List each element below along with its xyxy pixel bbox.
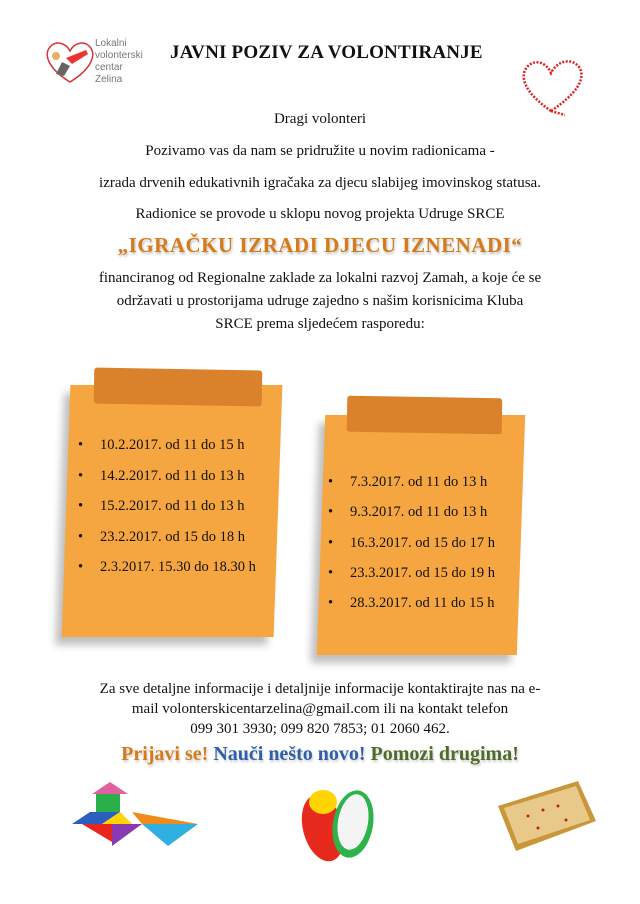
contact-phones: 099 301 3930; 099 820 7853; 01 2060 462. [190, 721, 450, 737]
schedule-item: • 9.3.2017. od 11 do 13 h [350, 504, 487, 521]
schedule-item: • 28.3.2017. od 11 do 15 h [350, 595, 494, 612]
schedule-item: • 10.2.2017. od 11 do 15 h [100, 437, 244, 454]
contact-text: mail [131, 701, 163, 717]
logo-heart-hands-icon [42, 38, 98, 86]
logo-line: centar [95, 62, 123, 73]
lacing-shoes-image [295, 778, 385, 868]
schedule-item: • 16.3.2017. od 15 do 17 h [350, 535, 495, 552]
contact-line: Za sve detaljne informacije i detaljnije informacije kontaktirajte nas na e- [99, 681, 541, 697]
dominoes-image [488, 776, 598, 856]
tape [94, 368, 263, 407]
email-link[interactable]: volonterskicentarzelina@gmail.com [162, 701, 380, 717]
schedule-item: • 23.2.2017. od 15 do 18 h [100, 529, 245, 546]
schedule-item: • 23.3.2017. od 15 do 19 h [350, 565, 495, 582]
logo-line: Zelina [95, 74, 123, 85]
schedule-item: • 7.3.2017. od 11 do 13 h [350, 474, 487, 491]
description-line: održavati u prostorijama udruge zajedno s našim korisnicima Kluba [116, 293, 524, 309]
tangram-image [72, 782, 202, 854]
description-line: financiranog od Regionalne zaklade za lokalni razvoj Zamah, a koje će se [98, 270, 542, 286]
logo-line: volonterski [95, 50, 143, 61]
slogan [0, 743, 640, 766]
intro-line: izrada drvenih edukativnih igračaka za djecu slabijeg imovinskog statusa. [99, 175, 541, 191]
intro-line: Pozivamo vas da nam se pridružite u novim radionicama - [145, 143, 495, 159]
schedule-item: • 15.2.2017. od 11 do 13 h [100, 498, 244, 515]
logo-text [95, 38, 143, 86]
page-title: JAVNI POZIV ZA VOLONTIRANJE [170, 42, 483, 63]
project-name: „IGRAČKU IZRADI DJECU IZNENADI“ [117, 233, 523, 257]
slogan-part: Prijavi se! [121, 743, 214, 765]
intro-line: Radionice se provode u sklopu novog projekta Udruge SRCE [135, 206, 505, 222]
slogan-part: Nauči nešto novo! [213, 743, 371, 765]
tape [347, 396, 503, 435]
contact-text: ili na kontakt telefon [379, 701, 509, 717]
description-line: SRCE prema sljedećem rasporedu: [215, 316, 425, 332]
greeting: Dragi volonteri [273, 111, 367, 127]
logo-line: Lokalni [95, 38, 127, 49]
schedule-item: • 2.3.2017. 15.30 do 18.30 h [100, 559, 256, 576]
slogan-part: Pomozi drugima! [370, 743, 519, 765]
contact-line [0, 701, 640, 718]
heart-doodle-icon [515, 55, 590, 117]
schedule-item: • 14.2.2017. od 11 do 13 h [100, 468, 244, 485]
